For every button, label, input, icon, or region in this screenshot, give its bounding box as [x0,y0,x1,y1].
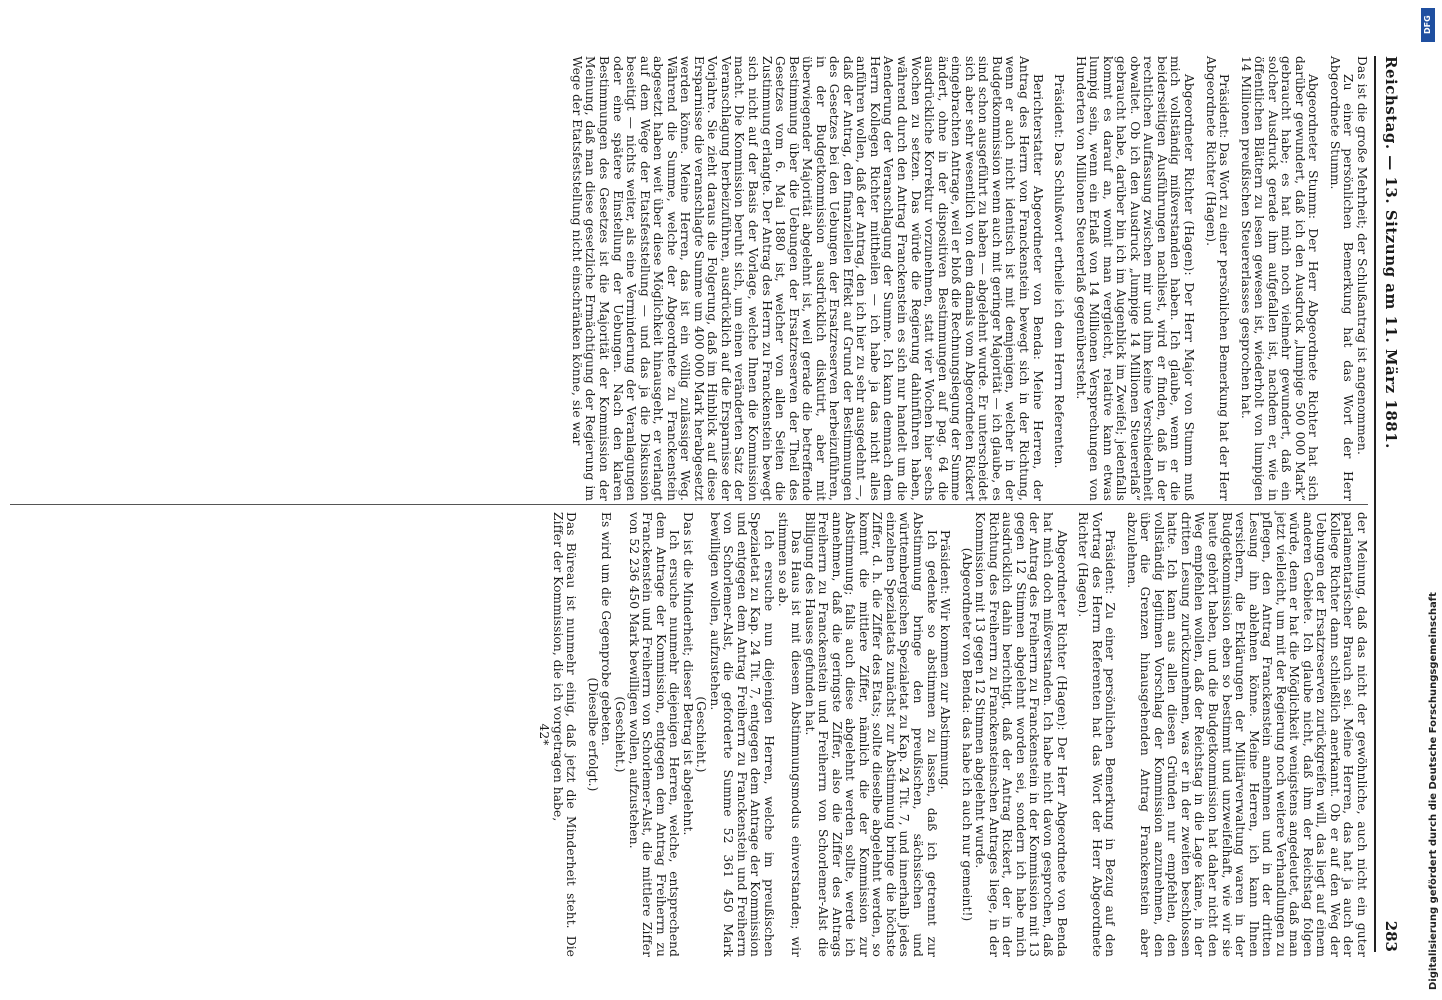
paragraph: Präsident: Wir kommen zur Abstimmung. [938,530,953,790]
column-divider [10,504,1368,505]
paragraph: Abgeordneter Richter (Hagen): Der Herr Abgeordnete von Benda hat mich doch mißverstanden. Ich habe nicht davon gesprochen, daß der Antrag des Freiherrn zu Franckenstein in der Kommission mit 13 gegen 12 Stimmen abgelehnt worden sei, sondern ich habe mich ausdrücklich dahin berichtigt, daß der Antrag Rickert, der in der Richtung des Freiherrn zu Franckensteinschen Antrages liege, in der Kommission mit 13 gegen 12 Stimmen abgelehnt wurde. [973,512,1069,957]
paragraph: Abgeordneter Stumm: Der Herr Abgeordnete Richter hat sich darüber gewundert, daß ich den Ausdruck „lumpige 500 000 Mark“ gebraucht habe; es hat mich noch vielmehr gewundert, daß ein solcher Ausdruck gerade ihm aufgefallen ist, nachdem er, wie in öffentlichen Blättern zu lesen gewesen ist, wiederholt von lumpigen 14 Millionen preußischen Steuererlasses gesprochen hat. [1238,56,1321,501]
paragraph: Präsident: Das Wort zu einer persönlichen Bemerkung hat der Herr Abgeordnete Richter (Hagen). [1203,56,1232,501]
paragraph: Ich ersuche nunmehr diejenigen Herren, welche, entsprechend dem Antrage der Kommission, entgegen dem Antrag Freiherrn zu Franckenstein und Freiherrn von Schorlemer-Alst, die mittlere Ziffer von 52 236 450 Mark bewilligen wollen, aufzustehen. [626,512,682,957]
page-header [1378,56,1404,952]
paragraph: Ich ersuche nun diejenigen Herren, welche im preußischen Spezialetat zu Kap. 24 Tit. 7, entgegen dem Antrage der Kommission und entgegen dem Antrag Freiherrn zu Franckenstein und Freiherrn von Schorlemer-Alst, die geforderte Summe 52 361 450 Mark bewilligen wollen, aufzustehen. [707,512,777,957]
paragraph: Berichterstatter Abgeordneter von Benda: Meine Herren, der Antrag des Herrn von Franckenstein bewegt sich in der Richtung, wenn er auch nicht identisch ist mit demjenigen, welcher in der Budgetkommission wenn auch mit geringer Majorität — ich glaube, es sind schon ausgeführt zu haben — abgelehnt wurde. Er unterscheidet sich aber sehr wesentlich von dem damals vom Abgeordneten Rickert eingebrachten Antrage, weil er bloß die Rechnungslegung der Summe ändert, ohne in der dispositiven Bestimmungen auf pag. 64 die ausdrückliche Korrektur vorzunehmen, statt vier Wochen hier sechs Wochen zu setzen. Das würde die Regierung dahinführen haben, während durch den Antrag Franckenstein es sich nur handelt um die Aenderung der Veranschlagung der Summe. Ich kann demnach dem Herrn Kollegen Richter mittheilen — ich habe ja das nicht alles anführen wollen, daß der Antrag, den ich hier zu sehr ausgedehnt —, daß der Antrag, den finanziellen Effekt auf Grund der Bestimmungen des Gesetzes bei den Uebungen der Ersatzreserven herbeizuführen, in der Budgetkommission ausdrücklich diskutirt, aber mit überwiegender Majorität abgelehnt ist, weil gerade die betreffende Bestimmung über die Uebungen der Ersatzreserven der Theil des Gesetzes vom 6. Mai 1880 ist, welcher von allen Seiten die Zustimmung erlangte. Der Antrag des Herrn zu Franckenstein bewegt sich nicht auf der Basis der Vorlage, welche Ihnen die Kommission macht. Die Kommission beruht sich, um einen veränderten Satz der Veranschlagung herbeizuführen, ausdrücklich auf die Ersparnisse der Vorjahre. Sie zieht daraus die Folgerung, daß im Hinblick auf diese Ersparnisse die veranschlagte Summe um 400 000 Mark herabgesetzt werden könne. Meine Herren, das ist ein völlig zulässiger Weg. Während die Summe, welche der Abgeordnete zu Franckenstein abgesetzt haben weit über diese Möglichkeit hinausgeht, er verlangt auf dem Wege der Etatsfeststellung — und das ja die Diskussion beseitigt — nichts weiter, als eine Verminderung der Veranlagungen oder eine spätere Einstellung der Uebungen. Nach den klaren Bestimmungen des Gesetzes ist die Majorität der Kommission der Meinung, daß man diese gesetzliche Ermächtigung der Regierung im Wege der Etatsfeststellung nicht einschränken könne, sie war [569,56,1045,501]
paragraph: Präsident: Zu einer persönlichen Bemerkung in Bezug auf den Vortrag des Herrn Referenten hat das Wort der Herr Abgeordnete Richter (Hagen). [1076,512,1118,957]
paragraph: Abgeordneter Richter (Hagen): Der Herr Major von Stumm muß mich vollständig mißverstanden haben. Ich glaube, wenn er die beiderseitigen Ausführungen nachliest, wird er finden, daß in der rechtlichen Auffassung zwischen mir und ihm keine Verschiedenheit obwaltet. Ob ich den Ausdruck „lumpige 14 Millionen Steuererlaß“ gebraucht habe, darüber bin ich im Augenblick im Zweifel; jedenfalls kommt es darauf an, womit man vergleicht, relative kann etwas lumpig sein, wenn ein Erlaß von 14 Millionen Versprechungen von Hunderten von Millionen Steuererlaß gegenübersteht. [1073,56,1196,501]
paragraph: (Dieselbe erfolgt.) [585,677,600,792]
right-text-column [537,512,1368,957]
signature-mark: 42* [537,723,552,746]
paragraph: Das Büreau ist nunmehr einig, daß jetzt die Minderheit steht. Die Ziffer der Kommission, die ich vorgetragen habe, [550,512,579,957]
digitization-credit [1428,0,1442,990]
paragraph: (Geschieht.) [694,696,709,773]
left-text-column [569,56,1368,501]
paragraph: der Meinung, daß das nicht der gewöhnliche, auch nicht ein guter parlamentarischer Brauch sei. Meine Herren, das hat ja auch der Kollege Richter dann schließlich anerkannt. Ob er auf den Weg der Uebungen der Ersatzreserven zurückgreifen will, das liegt auf einem anderen Gebiete. Ich glaube nicht, daß ihm der Reichstag folgen würde, denn er hat die Möglichkeit wenigstens angedeutet, daß man jetzt vielleicht, um mit der Regierung noch weitere Verhandlungen zu pflegen, den Antrag Franckenstein annehmen und in der dritten Lesung ihn ablehnen könne. Meine Herren, ich kann Ihnen versichern, die Erklärungen der Militärverwaltung waren in der Budgetkommission eben so bestimmt und unzweifelhaft, wie wir sie heute gehört haben, und die Budgetkommission hat daher nicht den Weg empfehlen wollen, daß der Reichstag in die Lage käme, in der dritten Lesung zurückzunehmen, was er in der zweiten beschlossen hatte. Ich kann aus allen diesen Gründen nur empfehlen, den vollständig legitimen Vorschlag der Kommission anzunehmen, den über die Grenzen hinausgehenden Antrag Franckenstein aber abzulehnen. [1124,512,1369,957]
paragraph: Das Haus ist mit diesem Abstimmungsmodus einverstanden; wir stimmen so ab. [775,512,804,957]
header-rule [1374,56,1376,952]
paragraph: Es wird um die Gegenprobe gebeten. [599,512,614,746]
paragraph: (Geschieht.) [613,696,628,773]
scanned-page [2,22,1412,982]
dfg-logo: DFG [1421,8,1435,42]
paragraph: Zu einer persönlichen Bemerkung hat das Wort der Herr Abgeordnete Stumm. [1327,56,1356,501]
paragraph: Ich gedenke so abstimmen zu lassen, daß ich getrennt zur Abstimmung bringe den preußischen, sächsischen und württembergischen Spezialetat zu Kap. 24 Tit. 7, und innerhalb jedes einzelnen Spezialetats zunächst zur Abstimmung bringe die höchste Ziffer, d. h. die Ziffer des Etats; sollte dieselbe abgelehnt werden, so kommt die mittlere Ziffer, nämlich die der Kommission zur Abstimmung; falls auch diese abgelehnt werden sollte, werde ich annehmen, daß die geringste Ziffer, also die Ziffer des Antrags Freiherrn zu Franckenstein und Freiherrn von Schorlemer-Alst die Billigung des Hauses gefunden hat. [802,512,939,957]
paragraph: Das ist die Minderheit; dieser Betrag ist abgelehnt. [680,512,695,836]
paragraph: Das ist die große Mehrheit; der Schlußantrag ist angenommen. [1355,56,1369,455]
page-title: Reichstag. — 13. Sitzung am 11. März 1881. [1382,56,1400,449]
credit-text: Digitalisierung gefördert durch die Deutsche Forschungsgemeinschaft [1428,592,1439,990]
paragraph: (Abgeordneter von Benda: das habe ich auch nur gemeint!) [959,547,974,922]
paragraph: Präsident: Das Schlußwort ertheile ich dem Herrn Referenten. [1052,74,1067,469]
page-number: 283 [1382,920,1400,952]
